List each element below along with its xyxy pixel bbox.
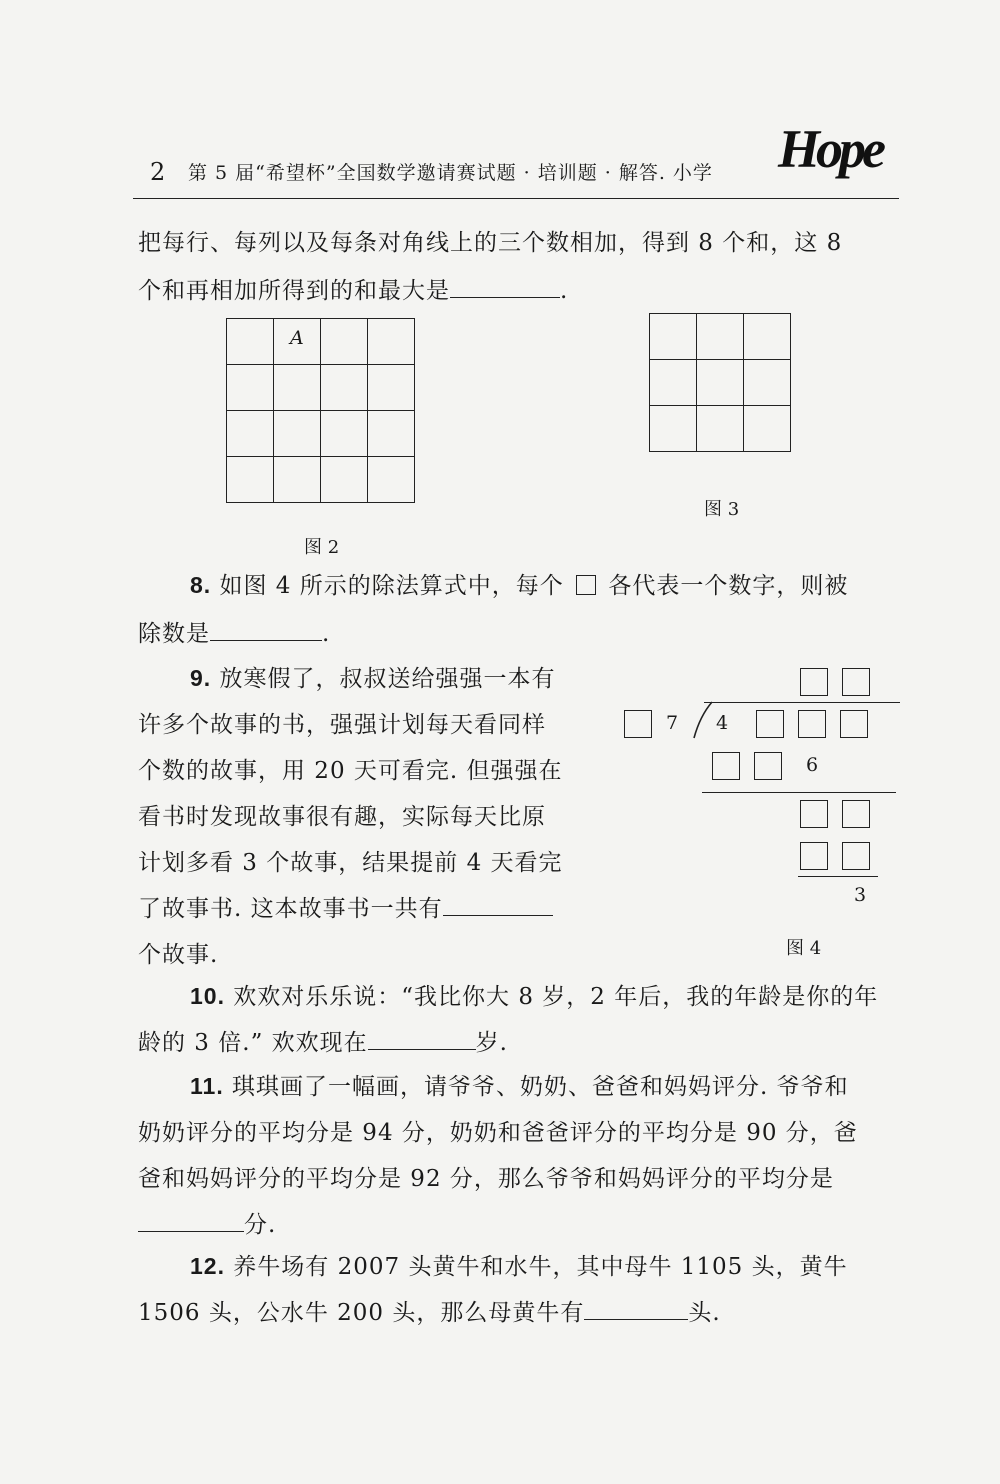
figure-4-caption: 图 4 (786, 938, 822, 959)
dividend-digit: 4 (716, 712, 729, 734)
hope-logo: Hope (778, 119, 882, 179)
divisor-digit-box (624, 710, 652, 738)
q10-answer-blank[interactable] (368, 1029, 476, 1050)
page-number: 2 (150, 158, 166, 186)
q7-line-1: 把每行、每列以及每条对角线上的三个数相加，得到 8 个和，这 8 (138, 230, 843, 256)
q8-number: 8. (190, 572, 212, 598)
q9-line-6-text: 了故事书. 这本故事书一共有 (138, 896, 443, 922)
partial-digit-box (842, 842, 870, 870)
dividend-digit-box (798, 710, 826, 738)
q9-line-4: 看书时发现故事很有趣，实际每天比原 (138, 804, 546, 830)
q8-line-1-text: 如图 4 所示的除法算式中，每个 (219, 573, 564, 599)
header-title: 第 5 届“希望杯”全国数学邀请赛试题 · 培训题 · 解答. 小学 (188, 162, 713, 184)
q7-line-2-end: . (560, 278, 569, 304)
division-bracket (692, 700, 716, 740)
partial-digit-box (800, 800, 828, 828)
q10-line-2 (138, 1024, 508, 1057)
q7-line-2 (138, 272, 568, 305)
subtraction-line (798, 876, 878, 877)
q11-line-4-end: 分. (244, 1212, 277, 1238)
divisor-digit: 7 (666, 712, 679, 734)
product-digit: 6 (806, 754, 819, 776)
q12-number: 12. (190, 1253, 225, 1279)
header-rule (133, 198, 899, 199)
dividend-digit-box (756, 710, 784, 738)
q10-line-2-text: 龄的 3 倍.” 欢欢现在 (138, 1030, 368, 1056)
q9-line-1-text: 放寒假了，叔叔送给强强一本有 (219, 666, 556, 692)
q7-line-2-text: 个和再相加所得到的和最大是 (138, 278, 450, 304)
q10-line-2-end: 岁. (475, 1030, 508, 1056)
q8-answer-blank[interactable] (210, 620, 322, 641)
figure-2-grid (226, 318, 415, 503)
q9-number: 9. (190, 665, 212, 691)
q10-line-1 (190, 978, 878, 1011)
subtraction-line (702, 792, 896, 793)
figure-3-caption: 图 3 (704, 499, 740, 520)
remainder-digit: 3 (854, 884, 867, 906)
division-bar (704, 702, 900, 703)
q8-line-1-end: 各代表一个数字，则被 (608, 573, 849, 599)
q9-line-5: 计划多看 3 个故事，结果提前 4 天看完 (138, 850, 563, 876)
square-symbol (576, 575, 596, 595)
product-digit-box (712, 752, 740, 780)
q11-line-1-text: 琪琪画了一幅画，请爷爷、奶奶、爸爸和妈妈评分. 爷爷和 (232, 1074, 849, 1100)
figure-2-caption: 图 2 (304, 537, 340, 558)
quotient-digit-box (842, 668, 870, 696)
page-header (0, 0, 1000, 200)
q12-line-2-end: 头. (688, 1300, 721, 1326)
q7-answer-blank[interactable] (450, 277, 560, 298)
q9-line-1 (190, 660, 556, 693)
q11-line-3: 爸和妈妈评分的平均分是 92 分，那么爷爷和妈妈评分的平均分是 (138, 1166, 834, 1192)
q10-line-1-text: 欢欢对乐乐说：“我比你大 8 岁，2 年后，我的年龄是你的年 (233, 984, 879, 1010)
q9-line-3: 个数的故事，用 20 天可看完. 但强强在 (138, 758, 563, 784)
figure-3-grid (649, 313, 791, 452)
q12-answer-blank[interactable] (584, 1299, 688, 1320)
q9-line-6 (138, 890, 553, 923)
q11-number: 11. (190, 1073, 224, 1099)
partial-digit-box (842, 800, 870, 828)
q9-answer-blank[interactable] (443, 895, 553, 916)
q8-line-2-end: . (322, 621, 331, 647)
q8-line-1 (190, 567, 848, 600)
q11-line-2: 奶奶评分的平均分是 94 分，奶奶和爸爸评分的平均分是 90 分，爸 (138, 1120, 858, 1146)
dividend-digit-box (840, 710, 868, 738)
q8-line-2 (138, 615, 330, 648)
q12-line-2-text: 1506 头，公水牛 200 头，那么母黄牛有 (138, 1300, 585, 1326)
cell-label-a: A (290, 327, 304, 349)
quotient-digit-box (800, 668, 828, 696)
q12-line-1 (190, 1248, 848, 1281)
q11-answer-blank[interactable] (138, 1211, 244, 1232)
partial-digit-box (800, 842, 828, 870)
q12-line-1-text: 养牛场有 2007 头黄牛和水牛，其中母牛 1105 头，黄牛 (233, 1254, 848, 1280)
q9-line-2: 许多个故事的书，强强计划每天看同样 (138, 712, 546, 738)
q11-line-4 (138, 1206, 276, 1239)
q10-number: 10. (190, 983, 225, 1009)
q8-line-2-text: 除数是 (138, 621, 210, 647)
q9-line-7: 个故事. (138, 942, 219, 968)
product-digit-box (754, 752, 782, 780)
q12-line-2 (138, 1294, 721, 1327)
q11-line-1 (190, 1068, 849, 1101)
